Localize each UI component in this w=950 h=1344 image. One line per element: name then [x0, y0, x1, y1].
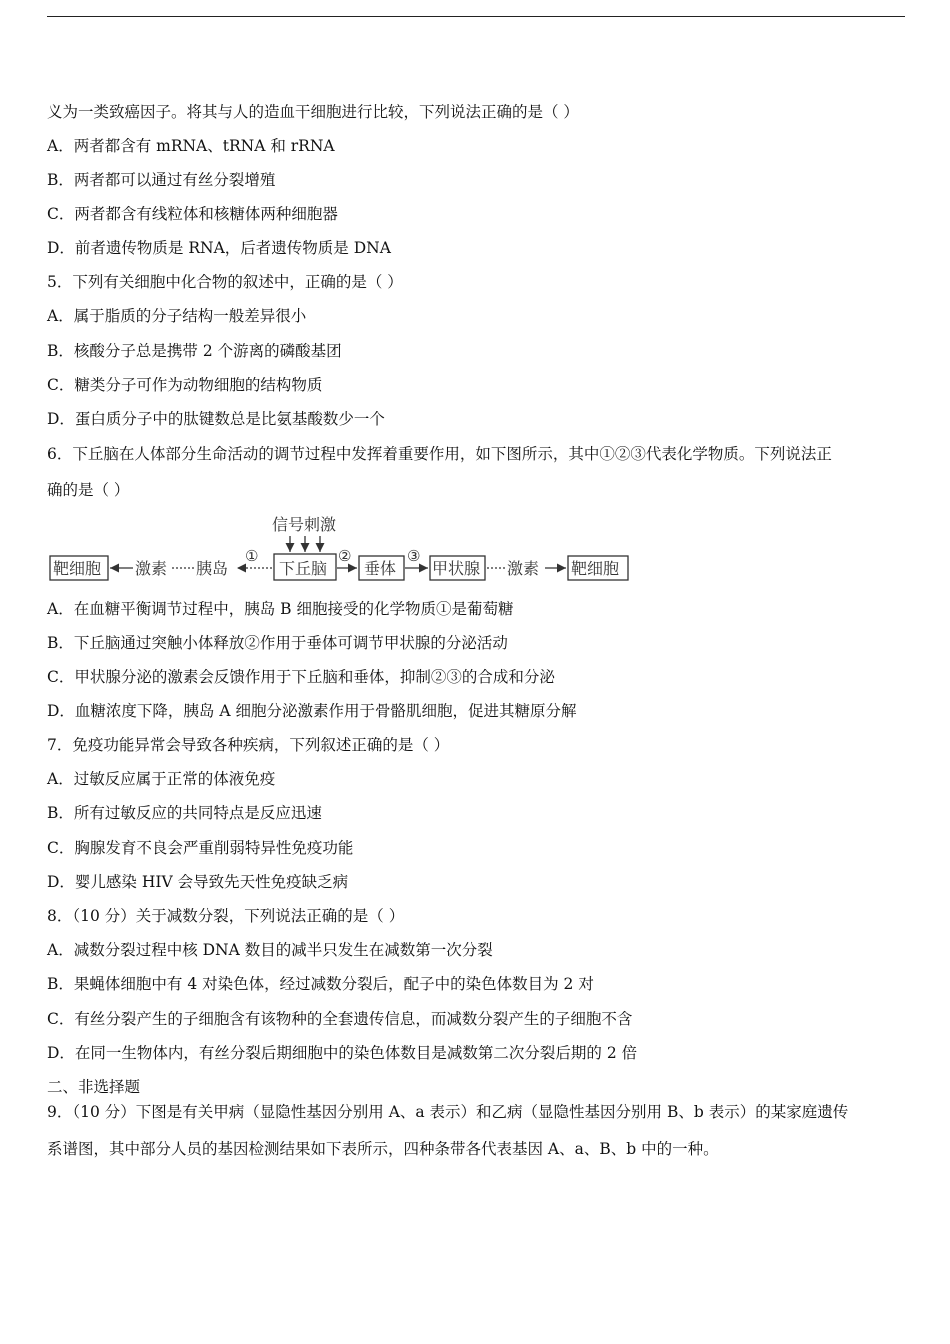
mark-1: ① [245, 547, 259, 565]
q5-option-b: B．核酸分子总是携带 2 个游离的磷酸基团 [47, 342, 342, 360]
q6-option-b: B．下丘脑通过突触小体释放②作用于垂体可调节甲状腺的分泌活动 [47, 634, 508, 652]
target-cell-right-label: 靶细胞 [571, 559, 620, 578]
q4-option-c: C．两者都含有线粒体和核糖体两种细胞器 [47, 205, 338, 223]
q6-stem-line2: 确的是（ ） [47, 481, 130, 499]
q6-stem-line1: 6．下丘脑在人体部分生命活动的调节过程中发挥着重要作用，如下图所示，其中①②③代表化学物质。下列说法正 [47, 445, 832, 463]
q7-option-d: D．婴儿感染 HIV 会导致先天性免疫缺乏病 [47, 873, 349, 891]
q5-option-a: A．属于脂质的分子结构一般差异很小 [47, 307, 307, 325]
mark-3: ③ [407, 547, 421, 565]
q8-option-b: B．果蝇体细胞中有 4 对染色体，经过减数分裂后，配子中的染色体数目为 2 对 [47, 975, 594, 993]
hormone-right-label: 激素 [507, 559, 540, 578]
q6-option-d: D．血糖浓度下降，胰岛 A 细胞分泌激素作用于骨骼肌细胞，促进其糖原分解 [47, 702, 577, 720]
q6-option-c: C．甲状腺分泌的激素会反馈作用于下丘脑和垂体，抑制②③的合成和分泌 [47, 668, 555, 686]
q5-stem: 5．下列有关细胞中化合物的叙述中，正确的是（ ） [47, 273, 403, 291]
q4-option-d: D．前者遗传物质是 RNA，后者遗传物质是 DNA [47, 239, 391, 257]
q8-stem: 8．（10 分）关于减数分裂，下列说法正确的是（ ） [47, 907, 405, 925]
q7-stem: 7．免疫功能异常会导致各种疾病，下列叙述正确的是（ ） [47, 736, 450, 754]
section-heading: 二、非选择题 [47, 1078, 141, 1096]
hormone-left-label: 激素 [135, 559, 168, 578]
q4-option-b: B．两者都可以通过有丝分裂增殖 [47, 171, 276, 189]
q8-option-d: D．在同一生物体内，有丝分裂后期细胞中的染色体数目是减数第二次分裂后期的 2 倍 [47, 1044, 638, 1062]
mark-2: ② [338, 547, 352, 565]
signal-stimulus-label: 信号刺激 [272, 515, 337, 534]
q7-option-b: B．所有过敏反应的共同特点是反应迅速 [47, 804, 322, 822]
q6-option-a: A．在血糖平衡调节过程中，胰岛 B 细胞接受的化学物质①是葡萄糖 [47, 600, 514, 618]
regulation-diagram [47, 512, 637, 588]
q9-line1: 9．（10 分）下图是有关甲病（显隐性基因分别用 A、a 表示）和乙病（显隐性基因分别用 B、b 表示）的某家庭遗传 [47, 1103, 849, 1121]
target-cell-left-label: 靶细胞 [53, 559, 102, 578]
q7-option-a: A．过敏反应属于正常的体液免疫 [47, 770, 276, 788]
q7-option-c: C．胸腺发育不良会严重削弱特异性免疫功能 [47, 839, 354, 857]
pituitary-label: 垂体 [364, 559, 397, 578]
q5-option-c: C．糖类分子可作为动物细胞的结构物质 [47, 376, 323, 394]
header-rule [47, 16, 905, 17]
q8-option-a: A．减数分裂过程中核 DNA 数目的减半只发生在减数第一次分裂 [47, 941, 493, 959]
q5-option-d: D．蛋白质分子中的肽键数总是比氨基酸数少一个 [47, 410, 385, 428]
q4-stem: 义为一类致癌因子。将其与人的造血干细胞进行比较，下列说法正确的是（ ） [47, 103, 579, 121]
q8-option-c: C．有丝分裂产生的子细胞含有该物种的全套遗传信息，而减数分裂产生的子细胞不含 [47, 1010, 633, 1028]
islet-label: 胰岛 [196, 559, 229, 578]
hypothalamus-label: 下丘脑 [279, 559, 328, 578]
thyroid-label: 甲状腺 [432, 559, 481, 578]
q9-line2: 系谱图，其中部分人员的基因检测结果如下表所示，四种条带各代表基因 A、a、B、b 中的一种。 [47, 1140, 719, 1158]
q4-option-a: A．两者都含有 mRNA、tRNA 和 rRNA [47, 137, 335, 155]
